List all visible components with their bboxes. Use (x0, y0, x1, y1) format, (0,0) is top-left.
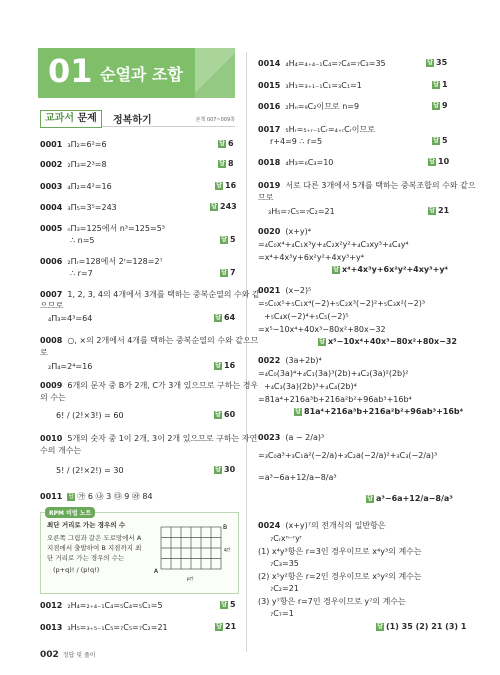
answer-marker-icon: 답 (367, 494, 373, 502)
svg-text:q칸: q칸 (224, 547, 231, 552)
problem-0009-line3: 6! / (2!×3!) = 60 (56, 411, 124, 420)
problem-0024: 0024 (x+y)⁷의 전개식의 일반항은 (258, 521, 386, 530)
answer-marker-icon: 답 (433, 101, 439, 109)
answer-0013: 답 21 (216, 622, 237, 631)
svg-text:A: A (154, 568, 159, 575)
problem-0023-line3: =a³−6a+12/a−8/a³ (258, 473, 337, 482)
answer-marker-icon: 답 (433, 136, 439, 144)
answer-0015: 답 1 (433, 80, 448, 89)
problem-0006: 0006 ₂Πᵣ=128에서 2ʳ=128=2⁷ (40, 257, 163, 266)
problem-0023-line2: =₃C₀a³+₃C₁a²(−2/a)+₃C₂a(−2/a)²+₃C₃(−2/a)³ (258, 451, 438, 460)
tip-title: 최단 거리로 가는 경우의 수 (47, 521, 126, 529)
chapter-number: 01 (48, 52, 93, 90)
problem-0008-line2: 로 (40, 348, 48, 357)
problem-0024-line3: (1) x⁴y³항은 r=3인 경우이므로 x⁴y³의 계수는 (258, 547, 422, 556)
tip-body-2: 지점에서 출발하여 B 지점까지 최 (47, 544, 142, 552)
problem-0010-line2: 수의 개수는 (40, 446, 82, 455)
answer-0003: 답 16 (216, 181, 237, 190)
tip-body-3: 단 거리로 가는 경우의 수는 (47, 554, 125, 562)
rpm-tip-box (40, 512, 239, 594)
problem-0013: 0013 ₃H₅=₃₊₅₋₁C₅=₇C₅=₇C₂=21 (40, 623, 168, 632)
page-footer (40, 650, 96, 660)
chapter-header (38, 48, 235, 98)
answer-marker-icon: 답 (216, 622, 222, 630)
answer-marker-icon: 답 (429, 206, 435, 214)
answer-marker-icon: 답 (219, 139, 225, 147)
answer-marker-icon: 답 (429, 157, 435, 165)
problem-0024-line4: ₇C₃=35 (270, 559, 299, 568)
problem-0017-line2: r+4=9 ∴ r=5 (270, 137, 323, 146)
answer-marker-icon: 답 (221, 235, 227, 243)
grid-diagram (153, 521, 233, 585)
answer-0012: 답 5 (221, 600, 236, 609)
problem-0024-line7: (3) y⁷항은 r=7인 경우이므로 y⁷의 계수는 (258, 597, 406, 606)
problem-0012: 0012 ₂H₄=₂₊₄₋₁C₄=₅C₄=₅C₁=5 (40, 601, 163, 610)
problem-0020-line3: =x⁴+4x³y+6x²y²+4xy³+y⁴ (258, 253, 364, 262)
problem-0005: 0005 ₙΠ₃=125에서 n³=125=5³ (40, 224, 165, 233)
answer-0022: 답 81a⁴+216a³b+216a²b²+96ab³+16b⁴ (295, 407, 464, 416)
problem-0001: 0001 ₃Π₂=6²=6 (40, 140, 107, 149)
tab-label-b: 문제 (77, 113, 97, 124)
answer-marker-icon: 답 (215, 361, 221, 369)
problem-0007-line3: ₄Π₃=4³=64 (48, 314, 93, 323)
problem-0009-line2: 의 수는 (40, 393, 66, 402)
column-divider (246, 52, 247, 652)
answer-marker-icon: 답 (295, 407, 301, 415)
answer-0020: 답 x⁴+4x³y+6x²y²+4xy³+y⁴ (333, 265, 449, 274)
footer-subtitle: 정답 및 풀이 (62, 652, 96, 659)
problem-0020: 0020 (x+y)⁴ (258, 227, 311, 236)
problem-0022-line2: =₄C₀(3a)⁴+₄C₁(3a)³(2b)+₄C₂(3a)²(2b)² (258, 369, 409, 378)
answer-marker-icon: 답 (333, 265, 339, 273)
answer-0024: 답 (1) 35 (2) 21 (3) 1 (377, 622, 467, 631)
answer-0008: 답 16 (215, 361, 236, 370)
problem-0024-line8: ₇C₇=1 (270, 609, 294, 618)
problem-0022-line3: +₄C₃(3a)(2b)³+₄C₄(2b)⁴ (264, 382, 357, 391)
problem-0021-line2: =₅C₀x⁵+₅C₁x⁴(−2)+₅C₂x³(−2)²+₅C₃x²(−2)³ (258, 299, 426, 308)
answer-0006: 답 7 (221, 268, 236, 277)
problem-0015: 0015 ₃H₁=₃₊₁₋₁C₁=₃C₁=1 (258, 81, 362, 90)
answer-marker-icon: 답 (215, 465, 221, 473)
chapter-title: 순열과 조합 (100, 65, 183, 84)
problem-0008: 0008 ○, ×의 2개에서 4개를 택하는 중복순열의 수와 같으므 (40, 336, 259, 345)
tip-badge: RPM 비법 노트 (45, 507, 95, 518)
answer-marker-icon: 답 (377, 622, 383, 630)
problem-0009: 0009 6개의 문자 중 B가 2개, C가 3개 있으므로 구하는 경우 (40, 381, 259, 390)
tab-reference: 본책 007~009쪽 (195, 117, 235, 123)
problem-0024-line6: ₇C₂=21 (270, 584, 299, 593)
answer-marker-icon: 답 (216, 181, 222, 189)
answer-0023: 답 a³−6a+12/a−8/a³ (367, 494, 453, 503)
problem-0024-line5: (2) x⁵y²항은 r=2인 경우이므로 x⁵y²의 계수는 (258, 572, 422, 581)
answer-0009: 답 60 (215, 410, 236, 419)
answer-0016: 답 9 (433, 101, 448, 110)
answer-0007: 답 64 (215, 313, 236, 322)
problem-0021: 0021 (x−2)⁵ (258, 286, 312, 295)
answer-marker-icon: 답 (319, 337, 325, 345)
page-number: 002 (40, 650, 59, 660)
answer-marker-icon: 답 (427, 58, 433, 66)
problem-0006-line2: ∴ r=7 (70, 269, 93, 278)
answer-0002: 답 8 (219, 159, 234, 168)
tip-formula: (p+q)! / (p!q!) (53, 566, 100, 574)
answer-0019: 답 21 (429, 206, 450, 215)
answer-marker-icon: 답 (211, 202, 217, 210)
problem-0021-line4: =x⁵−10x⁴+40x³−80x²+80x−32 (258, 325, 386, 334)
problem-0018: 0018 ₄H₃=₆C₃=10 (258, 158, 334, 167)
problem-0019-line2: 므로 (258, 193, 274, 202)
problem-0002: 0002 ₂Π₃=2³=8 (40, 160, 107, 169)
answer-0014: 답 35 (427, 58, 448, 67)
answer-0005: 답 5 (221, 235, 236, 244)
problem-0004: 0004 ₃Π₅=3⁵=243 (40, 203, 117, 212)
problem-0011: 0011 답 ㉮ 6 ㉯ 3 ㉰ 9 ㉱ 84 (40, 492, 153, 501)
problem-0024-line2: ₇Cᵣxⁿ⁻ʳyʳ (270, 534, 302, 543)
problem-0010: 0010 5개의 숫자 중 1이 2개, 3이 2개 있으므로 구하는 자연 (40, 434, 258, 443)
problem-0020-line2: =₄C₀x⁴+₄C₁x³y+₄C₂x²y²+₄C₃xy³+₄C₄y⁴ (258, 240, 409, 249)
problem-0007-line2: 으므로 (40, 301, 64, 310)
problem-0019: 0019 서로 다른 3개에서 5개를 택하는 중복조합의 수와 같으 (258, 181, 476, 190)
answer-marker-icon: 답 (219, 159, 225, 167)
answer-marker-icon: 답 (215, 410, 221, 418)
problem-0010-line3: 5! / (2!×2!) = 30 (56, 466, 124, 475)
answer-0010: 답 30 (215, 465, 236, 474)
tab-box (40, 110, 102, 128)
answer-marker-icon: 답 (215, 313, 221, 321)
answer-0021: 답 x⁵−10x⁴+40x³−80x²+80x−32 (319, 337, 457, 346)
tip-body-1: 오른쪽 그림과 같은 도로망에서 A (47, 534, 142, 542)
answer-marker-icon: 답 (68, 492, 75, 500)
answer-0004: 답 243 (211, 202, 237, 211)
problem-0005-line2: ∴ n=5 (70, 236, 95, 245)
svg-text:B: B (223, 524, 228, 531)
problem-0014: 0014 ₄H₄=₄₊₄₋₁C₄=₇C₄=₇C₃=35 (258, 59, 386, 68)
answer-0018: 답 10 (429, 157, 450, 166)
problem-0022: 0022 (3a+2b)⁴ (258, 356, 322, 365)
section-tab (40, 110, 235, 127)
problem-0019-line3: ₃H₅=₇C₅=₇C₂=21 (268, 207, 335, 216)
answer-0017: 답 5 (433, 136, 448, 145)
answer-marker-icon: 답 (433, 80, 439, 88)
problem-0022-line4: =81a⁴+216a³b+216a²b²+96ab³+16b⁴ (258, 395, 412, 404)
problem-0003: 0003 ₄Π₂=4²=16 (40, 182, 112, 191)
answer-marker-icon: 답 (221, 268, 227, 276)
answer-0001: 답 6 (219, 139, 234, 148)
problem-0007: 0007 1, 2, 3, 4의 4개에서 3개를 택하는 중복순열의 수와 같 (40, 290, 260, 299)
problem-0017: 0017 ₅Hᵣ=₅₊ᵣ₋₁Cᵣ=₄₊ᵣCᵣ이므로 (258, 125, 375, 134)
problem-0021-line3: +₅C₄x(−2)⁴+₅C₅(−2)⁵ (264, 312, 349, 321)
answer-marker-icon: 답 (221, 600, 227, 608)
header-decoration (195, 48, 235, 98)
problem-0008-line3: ₂Π₄=2⁴=16 (48, 362, 93, 371)
svg-text:p칸: p칸 (187, 576, 194, 581)
tab-label-c: 정복하기 (113, 115, 152, 126)
tab-label-a: 교과서 (45, 113, 74, 124)
problem-0023: 0023 (a − 2/a)³ (258, 433, 325, 442)
problem-0016: 0016 ₂Hₙ=₉C₂이므로 n=9 (258, 102, 360, 111)
